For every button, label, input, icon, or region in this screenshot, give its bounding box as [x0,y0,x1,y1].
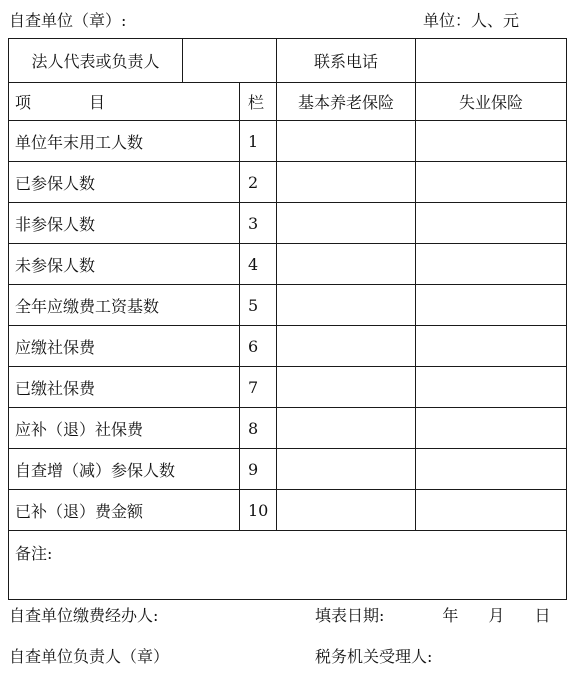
line-number: 9 [240,449,277,490]
date-year: 年 [442,606,459,625]
date-day: 日 [534,606,551,625]
line-number: 6 [240,326,277,367]
unemployment-cell[interactable] [416,203,567,244]
unit-of-measure-label: 单位：人、元 [423,11,520,30]
table-row [9,449,567,490]
unemployment-cell[interactable] [416,244,567,285]
date-month: 月 [488,606,505,625]
row-label: 全年应缴费工资基数 [9,285,240,326]
table-row [9,203,567,244]
remarks-label: 备注: [15,544,53,563]
pension-cell[interactable] [277,244,416,285]
table-row [9,490,567,531]
row-label: 未参保人数 [9,244,240,285]
pension-cell[interactable] [277,326,416,367]
line-number: 4 [240,244,277,285]
unit-seal-label: 自查单位（章）: [9,11,127,30]
line-column-header: 栏 [240,83,277,121]
row-label: 已补（退）费金额 [9,490,240,531]
line-number: 8 [240,408,277,449]
row-label: 已参保人数 [9,162,240,203]
line-number: 7 [240,367,277,408]
legal-rep-field[interactable] [183,39,277,83]
unemployment-column-header: 失业保险 [416,83,567,121]
row-label: 单位年末用工人数 [9,121,240,162]
legal-rep-row [9,39,567,83]
remarks-field[interactable] [9,531,567,600]
phone-field[interactable] [416,39,567,83]
item-column-header: 项 目 [9,83,240,121]
line-number: 10 [240,490,277,531]
pension-cell[interactable] [277,121,416,162]
pension-column-header: 基本养老保险 [277,83,416,121]
pension-cell[interactable] [277,162,416,203]
table-row [9,408,567,449]
unemployment-cell[interactable] [416,408,567,449]
column-header-row [9,83,567,121]
pension-cell[interactable] [277,285,416,326]
pension-cell[interactable] [277,490,416,531]
line-number: 3 [240,203,277,244]
row-label: 应补（退）社保费 [9,408,240,449]
line-number: 5 [240,285,277,326]
table-row [9,367,567,408]
pension-cell[interactable] [277,203,416,244]
unemployment-cell[interactable] [416,367,567,408]
table-row [9,244,567,285]
unemployment-cell[interactable] [416,449,567,490]
fill-date-label: 填表日期: [315,606,385,625]
table-row [9,326,567,367]
row-label: 已缴社保费 [9,367,240,408]
unemployment-cell[interactable] [416,326,567,367]
pension-cell[interactable] [277,367,416,408]
pension-cell[interactable] [277,449,416,490]
row-label: 应缴社保费 [9,326,240,367]
fee-handler-label: 自查单位缴费经办人: [9,606,159,625]
table-row [9,121,567,162]
unemployment-cell[interactable] [416,285,567,326]
line-number: 2 [240,162,277,203]
unemployment-cell[interactable] [416,162,567,203]
tax-officer-label: 税务机关受理人: [315,647,433,666]
line-number: 1 [240,121,277,162]
fill-date [315,603,550,626]
unemployment-cell[interactable] [416,121,567,162]
table-row [9,285,567,326]
row-label: 非参保人数 [9,203,240,244]
pension-cell[interactable] [277,408,416,449]
unemployment-cell[interactable] [416,490,567,531]
phone-label: 联系电话 [277,39,416,83]
unit-responsible-label: 自查单位负责人（章） [9,647,170,666]
legal-rep-label: 法人代表或负责人 [9,39,183,83]
social-insurance-self-check-table [8,38,567,600]
table-row [9,162,567,203]
row-label: 自查增（减）参保人数 [9,449,240,490]
remarks-row [9,531,567,600]
